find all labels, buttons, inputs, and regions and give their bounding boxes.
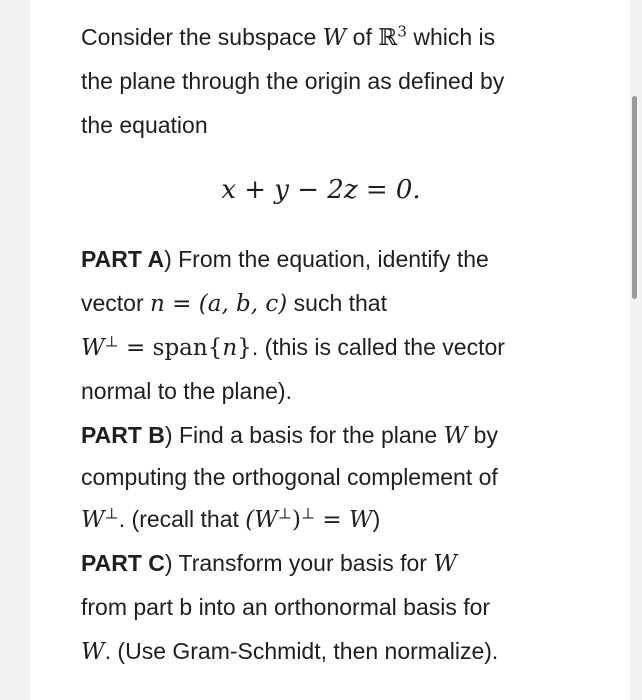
math-w: = W <box>315 507 373 533</box>
math-brace: } <box>237 335 252 361</box>
text: ) From the equation, identify the <box>164 246 489 272</box>
part-c-line-2: from part b into an orthonormal basis for <box>81 594 491 620</box>
text: vector <box>81 290 151 316</box>
text: by <box>467 422 498 448</box>
math-w: W <box>433 551 457 577</box>
math-w: W <box>81 639 105 665</box>
part-a-line-1 <box>81 244 489 274</box>
text: such that <box>287 290 387 316</box>
math-perp: ⊥ <box>277 504 293 523</box>
math-w: W <box>81 507 105 533</box>
math-n: n <box>150 291 165 317</box>
part-c-line-1 <box>81 548 457 579</box>
text-line-3: the equation <box>81 112 208 138</box>
text: which is <box>406 24 496 50</box>
math-n: n <box>222 335 238 361</box>
part-b-line-3 <box>81 504 380 535</box>
text: . (Use Gram-Schmidt, then normalize). <box>104 638 499 664</box>
part-c-label: PART C <box>81 550 165 576</box>
text: Consider the subspace <box>81 24 323 50</box>
text: . (recall that <box>118 506 246 532</box>
math-exponent: 3 <box>397 22 407 41</box>
text: ) Transform your basis for <box>164 550 434 576</box>
math-span: = span{ <box>118 335 223 361</box>
math-paren: ) <box>292 507 302 533</box>
math-vector: = (a, b, c) <box>164 291 288 317</box>
text-line-2: the plane through the origin as defined by <box>81 68 505 94</box>
text-line-1 <box>81 22 495 53</box>
part-a-line-3 <box>81 332 505 363</box>
math-w: W <box>443 423 468 449</box>
math-perp: ⊥ <box>301 504 316 523</box>
math-w: W <box>322 25 347 51</box>
part-b-line-2: computing the orthogonal complement of <box>81 464 498 490</box>
text: ) Find a basis for the plane <box>164 422 444 448</box>
text: . (this is called the vector <box>251 334 505 360</box>
plane-equation: x + y − 2z = 0. <box>221 175 421 205</box>
part-b-label: PART B <box>81 422 165 448</box>
part-b-line-1 <box>81 420 498 451</box>
part-a-line-2 <box>81 288 387 319</box>
math-w: (W <box>245 507 278 533</box>
math-w: W <box>81 335 105 361</box>
math-perp: ⊥ <box>104 504 119 523</box>
part-c-line-3 <box>81 636 498 667</box>
text: of <box>346 24 379 50</box>
text: ) <box>372 506 381 532</box>
math-reals: ℝ <box>378 25 398 51</box>
part-a-label: PART A <box>81 246 165 272</box>
part-a-line-4: normal to the plane). <box>81 378 292 404</box>
math-perp: ⊥ <box>104 332 119 351</box>
